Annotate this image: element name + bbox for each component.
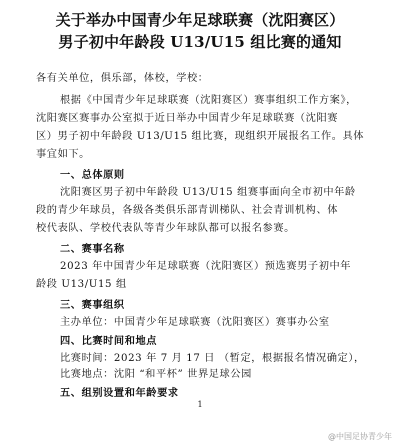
watermark: @中国足协青少年	[328, 432, 392, 441]
paragraph-line: 根据《中国青少年足球联赛（沈阳赛区）赛事组织工作方案》，	[60, 95, 357, 106]
section-1-line: 段的青少年球员，各级各类俱乐部青训梯队、社会青训机构、体	[36, 205, 339, 216]
document-title-line-2: 男子初中年龄段 U13/U15 组比赛的通知	[58, 33, 342, 51]
paragraph-line: 事宜如下。	[36, 149, 90, 160]
section-heading-3: 三、赛事组织	[60, 299, 125, 311]
section-heading-2: 二、赛事名称	[60, 243, 125, 255]
paragraph-line: 区）男子初中年龄段 U13/U15 组比赛，现组织开展报名工作。具体	[36, 131, 365, 142]
section-1-line: 沈阳赛区男子初中年龄段 U13/U15 组赛事面向全市初中年龄	[60, 187, 356, 198]
section-4-time: 比赛时间：2023 年 7 月 17 日 （暂定，根据报名情况确定），	[60, 353, 365, 364]
section-heading-5: 五、组别设置和年龄要求	[60, 387, 179, 399]
page-number: 1	[197, 400, 203, 409]
document-title-line-1: 关于举办中国青少年足球联赛（沈阳赛区）	[55, 11, 345, 29]
section-3-line: 主办单位：中国青少年足球联赛（沈阳赛区）赛事办公室	[60, 317, 330, 328]
section-2-line: 龄段 U13/U15 组	[36, 279, 127, 290]
paragraph-line: 沈阳赛区赛事办公室拟于近日举办中国青少年足球联赛（沈阳赛	[36, 113, 339, 124]
section-heading-1: 一、总体原则	[60, 169, 125, 181]
section-heading-4: 四、比赛时间和地点	[60, 335, 158, 347]
section-2-line: 2023 年中国青少年足球联赛（沈阳赛区）预选赛男子初中年	[60, 261, 352, 272]
greeting: 各有关单位，俱乐部，体校，学校：	[36, 73, 209, 84]
section-1-line: 校代表队、学校代表队等青少年球队都可以报名参赛。	[36, 223, 295, 234]
section-4-place: 比赛地点：沈阳 “和平杯” 世界足球公园	[60, 369, 252, 380]
